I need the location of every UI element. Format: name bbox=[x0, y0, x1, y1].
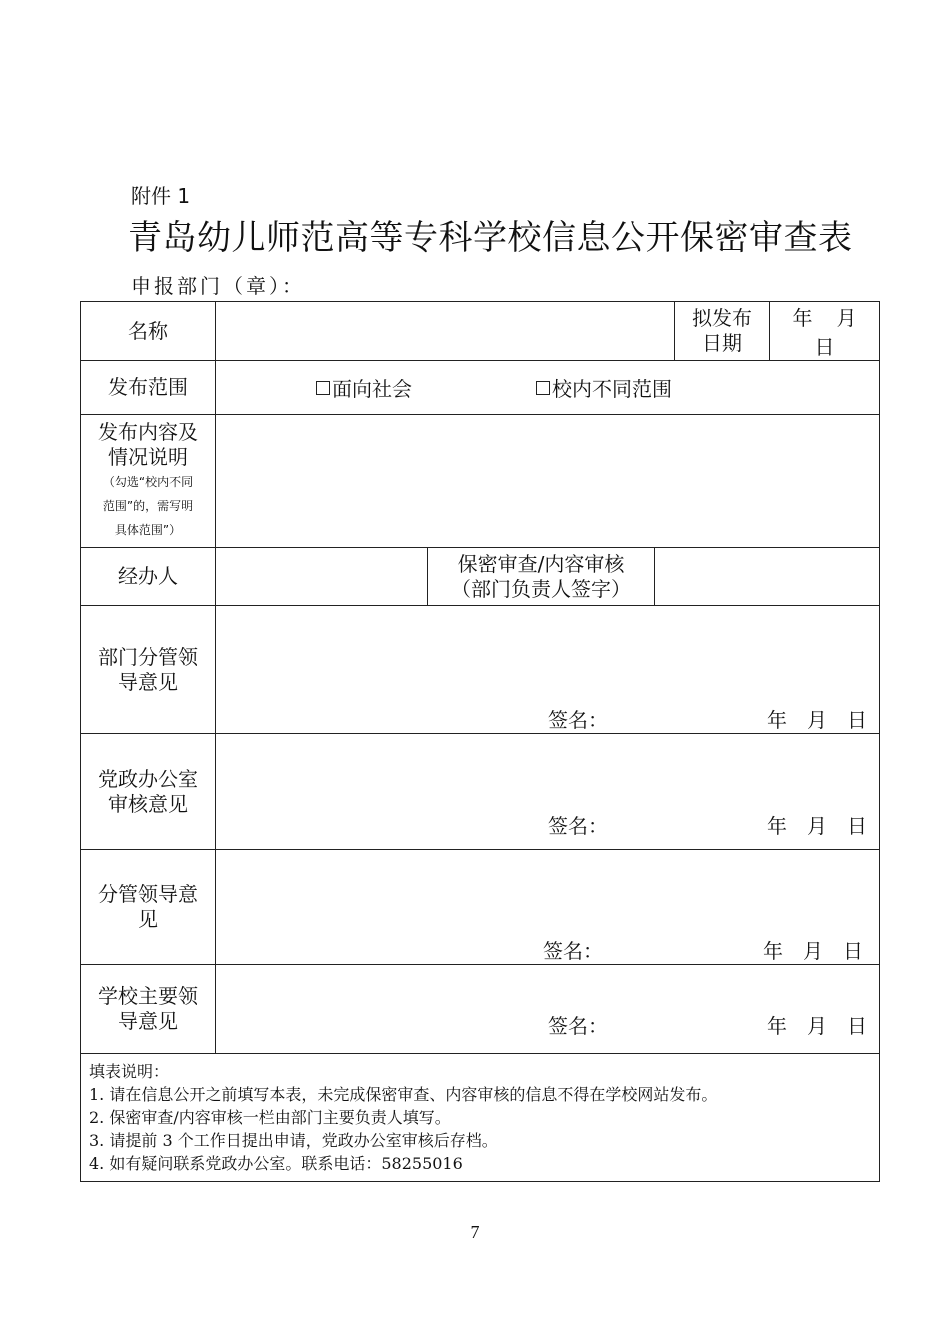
signature-date: 年 月 日 bbox=[767, 1014, 868, 1038]
content-label-line2: 情况说明 bbox=[108, 445, 188, 469]
handler-label: 经办人 bbox=[81, 548, 216, 606]
pub-date-label-line2: 日期 bbox=[702, 331, 743, 355]
content-note-line1: （勾选“校内不同 bbox=[102, 475, 194, 489]
pub-date-label-line1: 拟发布 bbox=[692, 306, 753, 330]
opinion-label-line1: 学校主要领 bbox=[98, 984, 198, 1008]
content-note-line3: 具体范围”） bbox=[114, 523, 182, 537]
opinion-label bbox=[81, 606, 216, 734]
row-name bbox=[81, 302, 880, 361]
signature-date: 年 月 日 bbox=[767, 814, 868, 838]
checkbox-icon[interactable] bbox=[316, 381, 330, 395]
opinion-field[interactable] bbox=[216, 965, 880, 1054]
name-field[interactable] bbox=[216, 302, 675, 361]
scope-option2-label: 校内不同范围 bbox=[552, 377, 672, 401]
opinion-label-line2: 见 bbox=[138, 907, 158, 931]
date-month: 月 bbox=[836, 306, 857, 330]
page-number: 7 bbox=[470, 1222, 480, 1242]
row-opinion-supervisor bbox=[81, 850, 880, 965]
signature-label: 签名： bbox=[543, 939, 603, 963]
name-label: 名称 bbox=[81, 302, 216, 361]
opinion-label-line1: 党政办公室 bbox=[98, 766, 198, 791]
row-opinion-party-office bbox=[81, 734, 880, 850]
pub-date-field[interactable] bbox=[770, 302, 880, 361]
notes-heading: 填表说明： bbox=[89, 1062, 170, 1081]
pub-date-label bbox=[675, 302, 770, 361]
signature-label: 签名： bbox=[548, 1014, 608, 1038]
row-handler bbox=[81, 548, 880, 606]
date-year: 年 bbox=[792, 306, 813, 330]
handler-field[interactable] bbox=[216, 548, 428, 606]
scope-label: 发布范围 bbox=[81, 361, 216, 415]
review-label-line1: 保密审查/内容审核 bbox=[457, 551, 625, 576]
scope-option-public[interactable] bbox=[316, 361, 412, 414]
department-label: 申报部门（章）： bbox=[131, 274, 305, 298]
review-label-line2: （部门负责人签字） bbox=[451, 576, 631, 601]
content-note-line2: 范围”的，需写明 bbox=[102, 499, 194, 513]
row-content bbox=[81, 415, 880, 548]
opinion-label bbox=[81, 965, 216, 1054]
content-label bbox=[81, 415, 216, 548]
signature-date: 年 月 日 bbox=[763, 939, 864, 963]
scope-option1-label: 面向社会 bbox=[332, 377, 412, 401]
scope-option-internal[interactable] bbox=[536, 361, 672, 414]
row-opinion-principal bbox=[81, 965, 880, 1054]
date-day: 日 bbox=[814, 335, 835, 359]
opinion-label-line2: 审核意见 bbox=[108, 791, 188, 816]
notes-item: 3. 请提前 3 个工作日提出申请，党政办公室审核后存档。 bbox=[89, 1131, 498, 1150]
row-scope bbox=[81, 361, 880, 415]
row-opinion-dept-leader bbox=[81, 606, 880, 734]
notes-block bbox=[81, 1054, 880, 1182]
content-field[interactable] bbox=[216, 415, 880, 548]
signature-label: 签名： bbox=[548, 708, 608, 732]
notes-item: 4. 如有疑问联系党政办公室。联系电话：58255016 bbox=[89, 1154, 463, 1173]
opinion-label-line1: 分管领导意 bbox=[98, 882, 198, 906]
scope-options bbox=[216, 361, 880, 415]
review-signature-field[interactable] bbox=[655, 548, 880, 606]
signature-label: 签名： bbox=[548, 814, 608, 838]
opinion-field[interactable] bbox=[216, 850, 880, 965]
review-label bbox=[428, 548, 655, 606]
review-form-table bbox=[80, 301, 880, 1182]
content-label-line1: 发布内容及 bbox=[98, 420, 198, 444]
checkbox-icon[interactable] bbox=[536, 381, 550, 395]
opinion-label-line2: 导意见 bbox=[118, 669, 178, 694]
attachment-label: 附件 1 bbox=[131, 184, 191, 208]
signature-date: 年 月 日 bbox=[767, 708, 868, 732]
notes-item: 1. 请在信息公开之前填写本表，未完成保密审查、内容审核的信息不得在学校网站发布。 bbox=[89, 1085, 718, 1104]
opinion-label bbox=[81, 850, 216, 965]
opinion-label-line2: 导意见 bbox=[118, 1009, 178, 1033]
form-title: 青岛幼儿师范高等专科学校信息公开保密审查表 bbox=[128, 218, 853, 258]
row-notes bbox=[81, 1054, 880, 1182]
opinion-label-line1: 部门分管领 bbox=[98, 644, 198, 669]
notes-item: 2. 保密审查/内容审核一栏由部门主要负责人填写。 bbox=[89, 1108, 451, 1127]
opinion-field[interactable] bbox=[216, 606, 880, 734]
opinion-label bbox=[81, 734, 216, 850]
opinion-field[interactable] bbox=[216, 734, 880, 850]
